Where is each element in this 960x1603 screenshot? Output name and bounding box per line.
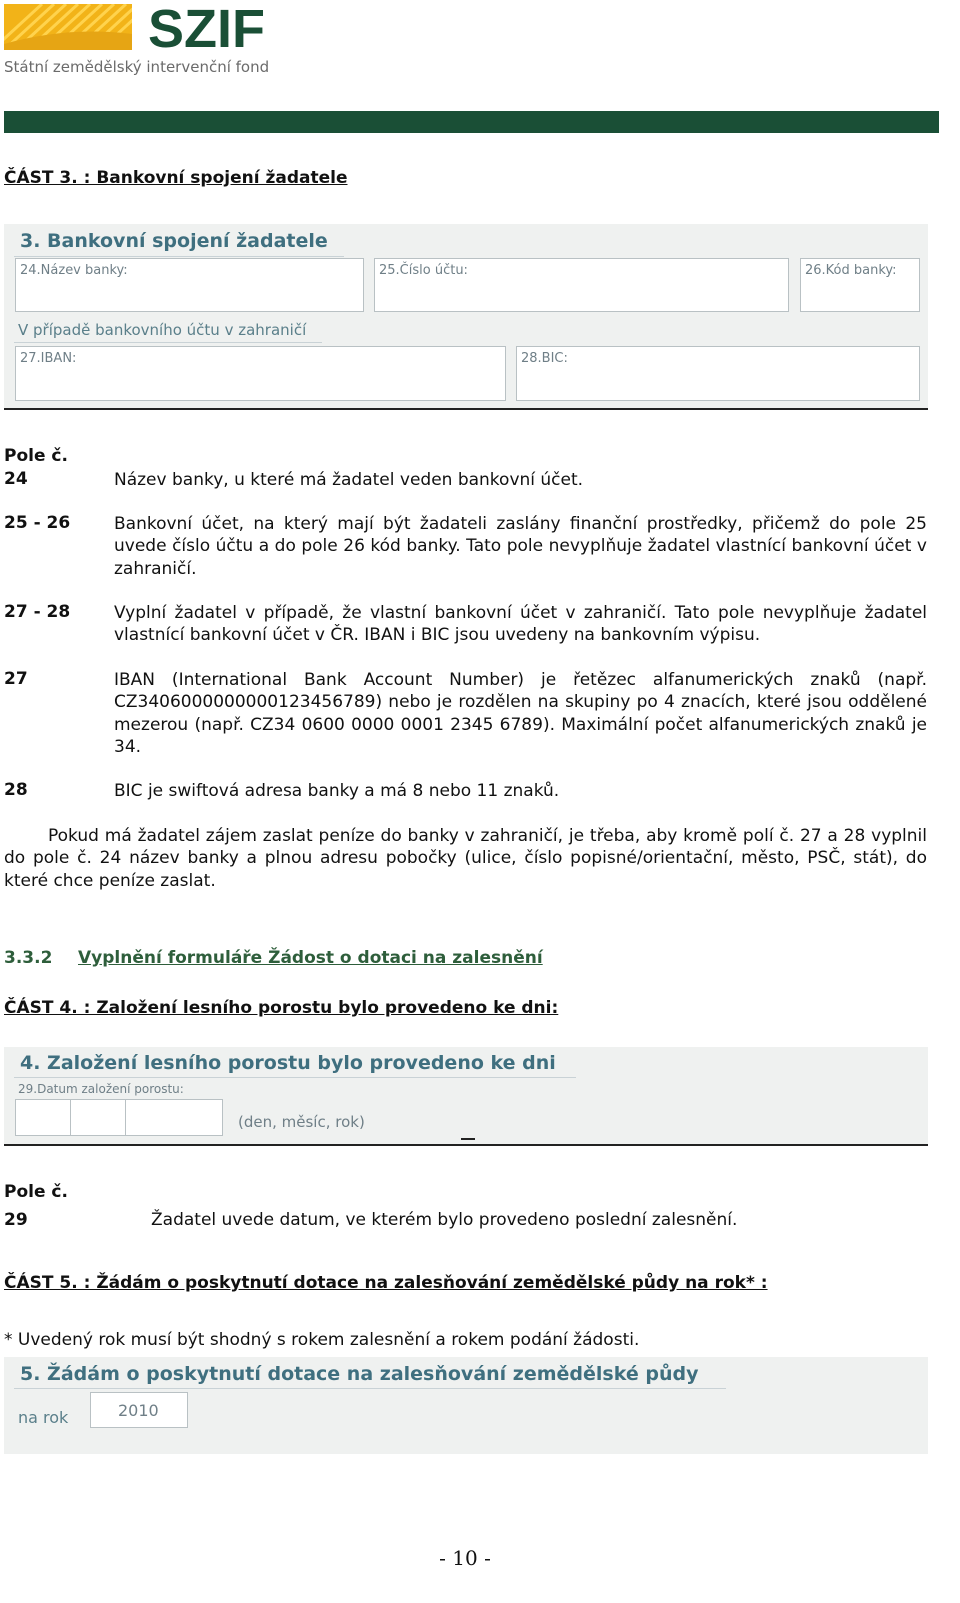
logo-subtitle: Státní zemědělský intervenční fond bbox=[4, 58, 270, 76]
field-description: Název banky, u které má žadatel veden bankovní účet. bbox=[114, 470, 584, 490]
date-year-field[interactable] bbox=[125, 1099, 223, 1136]
field-label: 27.IBAN: bbox=[20, 351, 77, 366]
bank-name-field[interactable] bbox=[15, 258, 364, 312]
bank-panel bbox=[4, 224, 928, 410]
date-format-hint: (den, měsíc, rok) bbox=[238, 1113, 365, 1131]
divider bbox=[461, 1138, 475, 1140]
subsidy-year-panel bbox=[4, 1357, 928, 1454]
date-day-field[interactable] bbox=[15, 1099, 71, 1136]
founding-panel-title: 4. Založení lesního porostu bylo provedeno ke dni bbox=[20, 1052, 556, 1074]
field-label: 24.Název banky: bbox=[20, 263, 128, 278]
pole-label: Pole č. bbox=[4, 1182, 68, 1202]
divider bbox=[14, 342, 322, 343]
iban-field[interactable] bbox=[15, 346, 506, 401]
field-number: 28 bbox=[4, 780, 28, 800]
bank-panel-title: 3. Bankovní spojení žadatele bbox=[20, 230, 328, 252]
field-description: Žadatel uvede datum, ve kterém bylo provedeno poslední zalesnění. bbox=[151, 1210, 738, 1230]
abroad-account-label: V případě bankovního účtu v zahraničí bbox=[18, 321, 307, 339]
subsidy-panel-title: 5. Žádám o poskytnutí dotace na zalesňování zemědělské půdy bbox=[20, 1363, 699, 1385]
part5-heading: ČÁST 5. : Žádám o poskytnutí dotace na zalesňování zemědělské půdy na rok* : bbox=[4, 1273, 768, 1293]
field-number: 27 bbox=[4, 669, 28, 689]
field-description: IBAN (International Bank Account Number) je řetězec alfanumerických znaků (např. CZ3406000000000123456789) nebo je rozdělen na skupiny po 4 znacích, které jsou oddělené mezerou (např. CZ34 0600 0000 0001 2345 6789). Maximální počet alfanumerických znaků je 34. bbox=[114, 670, 927, 757]
bic-field[interactable] bbox=[516, 346, 920, 401]
field-label: 28.BIC: bbox=[521, 351, 568, 366]
field-number: 27 - 28 bbox=[4, 602, 71, 622]
header-bar bbox=[4, 111, 939, 133]
field-label: 25.Číslo účtu: bbox=[379, 263, 468, 278]
year-note: * Uvedený rok musí být shodný s rokem zalesnění a rokem podání žádosti. bbox=[4, 1330, 640, 1350]
part3-heading: ČÁST 3. : Bankovní spojení žadatele bbox=[4, 168, 348, 188]
field-number: 25 - 26 bbox=[4, 513, 71, 533]
field-description: BIC je swiftová adresa banky a má 8 nebo 11 znaků. bbox=[114, 781, 560, 801]
field-label: 26.Kód banky: bbox=[805, 263, 897, 278]
page-number: - 10 - bbox=[439, 1546, 491, 1570]
field-number: 29 bbox=[4, 1210, 28, 1230]
founding-date-panel bbox=[4, 1047, 928, 1146]
pole-label: Pole č. bbox=[4, 446, 68, 466]
field-description: Vyplní žadatel v případě, že vlastní bankovní účet v zahraničí. Tato pole nevyplňuje žadatel vlastnící bankovní účet v ČR. IBAN i BIC jsou uvedeny na bankovním výpisu. bbox=[114, 603, 927, 646]
divider bbox=[14, 1077, 576, 1078]
account-number-field[interactable] bbox=[374, 258, 789, 312]
year-field[interactable] bbox=[90, 1392, 188, 1428]
bank-code-field[interactable] bbox=[800, 258, 920, 312]
divider bbox=[14, 1388, 726, 1389]
section-title: Vyplnění formuláře Žádost o dotaci na zalesnění bbox=[78, 948, 543, 968]
field-description: Bankovní účet, na který mají být žadateli zaslány finanční prostředky, přičemž do pole 25 uvede číslo účtu a do pole 26 kód banky. Tato pole nevyplňuje žadatel vlastnící bankovní účet v zahraničí. bbox=[114, 514, 927, 579]
field-label: 29.Datum založení porostu: bbox=[18, 1082, 184, 1096]
logo-text: SZIF bbox=[148, 0, 265, 59]
field-number: 24 bbox=[4, 469, 28, 489]
date-month-field[interactable] bbox=[70, 1099, 126, 1136]
section-number: 3.3.2 bbox=[4, 948, 53, 968]
year-label: na rok bbox=[18, 1408, 69, 1427]
year-value: 2010 bbox=[118, 1401, 159, 1420]
divider bbox=[14, 256, 344, 257]
abroad-paragraph: Pokud má žadatel zájem zaslat peníze do banky v zahraničí, je třeba, aby kromě polí č. 27 a 28 vyplnil do pole č. 24 název banky a plnou adresu pobočky (ulice, číslo popisné/orientační, město, PSČ, stát), do které chce peníze zaslat. bbox=[4, 826, 927, 891]
part4-heading: ČÁST 4. : Založení lesního porostu bylo provedeno ke dni: bbox=[4, 998, 559, 1018]
logo-icon bbox=[4, 4, 132, 50]
